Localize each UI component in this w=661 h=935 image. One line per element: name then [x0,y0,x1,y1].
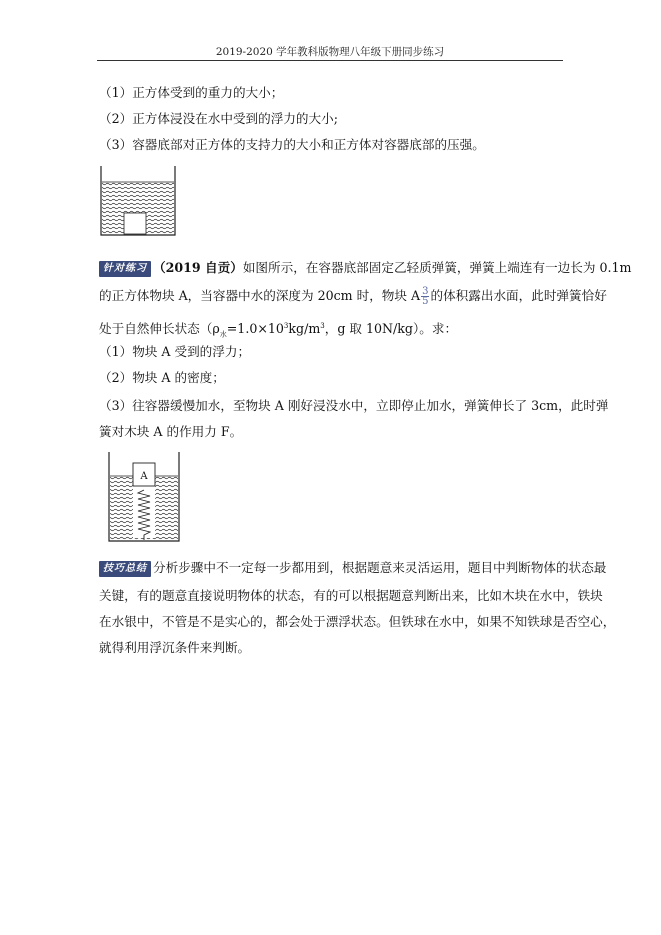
fraction-numerator: 3 [422,286,429,297]
block-a-label: A [140,471,148,482]
practice-text-line3b: =1.0×10 [226,321,284,337]
exponent-2: 3 [320,322,325,330]
container-cube-figure [100,166,176,236]
practice-badge: 针对练习 [99,261,151,277]
practice-text-line3a: 处于自然伸长状态（ρ [99,321,220,337]
summary-line1: 分析步骤中不一定每一步都用到，根据题意来灵活运用，题目中判断物体的状态最 [153,560,607,575]
practice-text-line2b: 的体积露出水面，此时弹簧恰好 [430,288,607,303]
practice-text-line3d: ，g 取 10N/kg）。求： [324,321,458,337]
practice-question-3b: 簧对木块 A 的作用力 F。 [99,424,243,439]
problem1-question-3: （3）容器底部对正方体的支持力的大小和正方体对容器底部的压强。 [99,137,485,152]
practice-question-2: （2）物块 A 的密度； [99,370,225,385]
spring-block-figure [108,452,180,542]
summary-badge: 技巧总结 [99,561,151,577]
practice-source: （2019 自贡） [153,260,243,275]
rho-subscript: 水 [219,330,227,339]
practice-question-3a: （3）往容器缓慢加水，至物块 A 刚好浸没水中，立即停止加水，弹簧伸长了 3cm，此时弹 [99,398,609,413]
practice-text-line1: 如图所示，在容器底部固定乙轻质弹簧，弹簧上端连有一边长为 0.1m [242,260,632,275]
summary-line3: 在水银中，不管是不是实心的，都会处于漂浮状态。但铁球在水中，如果不知铁球是否空心， [99,614,616,629]
practice-text-line3c: kg/m [288,321,321,337]
exponent: 3 [283,322,289,330]
practice-text-line2a: 的正方体物块 A，当容器中水的深度为 20cm 时，物块 A [99,288,421,303]
summary-line2: 关键，有的题意直接说明物体的状态，有的可以根据题意判断出来，比如木块在水中，铁块 [99,588,603,603]
practice-question-1: （1）物块 A 受到的浮力； [99,344,251,359]
problem1-question-2: （2）正方体浸没在水中受到的浮力的大小; [99,111,338,126]
fraction-denominator: 5 [422,296,429,307]
problem1-question-1: （1）正方体受到的重力的大小； [99,85,284,100]
summary-line4: 就得利用浮沉条件来判断。 [99,640,251,655]
fraction [421,287,429,306]
page-header: 2019-2020 学年教科版物理八年级下册同步练习 [97,44,563,61]
